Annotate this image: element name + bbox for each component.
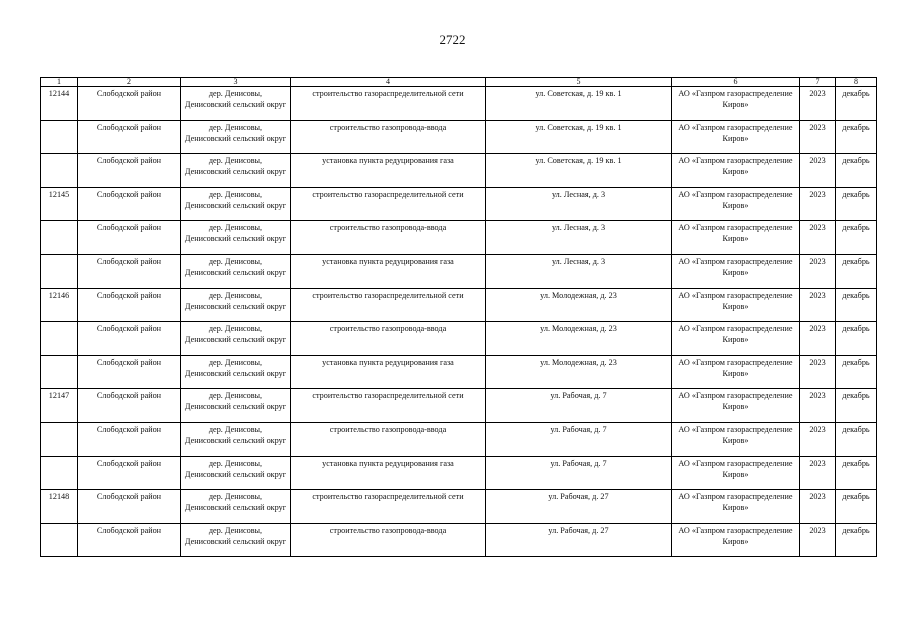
district-cell-line: Слободской район xyxy=(96,223,162,233)
settlement-cell-line: дер. Денисовы, xyxy=(208,357,263,367)
month-cell xyxy=(836,187,877,221)
month-cell-line: декабрь xyxy=(842,156,870,166)
district-cell-line: Слободской район xyxy=(96,89,162,98)
year-cell xyxy=(800,355,836,389)
month-cell xyxy=(836,288,877,322)
record-id xyxy=(41,187,78,221)
table-row xyxy=(41,187,877,221)
settlement-cell-line-2: Денисовский сельский округ xyxy=(184,368,287,378)
month-cell xyxy=(836,87,877,121)
month-cell-line: декабрь xyxy=(842,256,870,266)
organization-cell-line-2: Киров» xyxy=(722,536,749,546)
settlement-cell xyxy=(181,87,291,121)
district-cell-line: Слободской район xyxy=(96,324,162,334)
organization-cell-line: АО «Газпром газораспределение xyxy=(678,458,793,468)
settlement-cell-line: дер. Денисовы, xyxy=(208,492,263,502)
organization-cell-line-2: Киров» xyxy=(722,200,749,210)
month-cell-line: декабрь xyxy=(842,122,870,132)
district-cell xyxy=(78,422,181,456)
settlement-cell-line: дер. Денисовы, xyxy=(208,189,263,199)
district-cell xyxy=(78,221,181,255)
record-id xyxy=(41,490,78,524)
table-row xyxy=(41,355,877,389)
month-cell xyxy=(836,355,877,389)
district-cell-line: Слободской район xyxy=(96,492,162,502)
address-cell xyxy=(486,87,672,121)
district-cell-line: Слободской район xyxy=(96,290,162,300)
organization-cell-line-2: Киров» xyxy=(722,469,749,479)
table-row xyxy=(41,254,877,288)
organization-cell xyxy=(672,254,800,288)
district-cell xyxy=(78,288,181,322)
organization-cell-line: АО «Газпром газораспределение xyxy=(678,357,793,367)
work-type-cell-line: строительство газопровода-ввода xyxy=(329,223,447,233)
address-cell-line: ул. Рабочая, д. 7 xyxy=(550,391,607,401)
work-type-cell xyxy=(291,490,486,524)
organization-cell xyxy=(672,490,800,524)
organization-cell-line-2: Киров» xyxy=(722,335,749,345)
address-cell xyxy=(486,322,672,356)
address-cell-line: ул. Советская, д. 19 кв. 1 xyxy=(535,156,622,166)
page-number: 2722 xyxy=(439,32,466,47)
organization-cell-line: АО «Газпром газораспределение xyxy=(678,525,793,535)
settlement-cell-line: дер. Денисовы, xyxy=(208,525,263,535)
record-id xyxy=(41,154,78,188)
month-cell xyxy=(836,456,877,490)
work-type-cell-line: строительство газопровода-ввода xyxy=(329,424,447,434)
table-row xyxy=(41,221,877,255)
organization-cell-line-2: Киров» xyxy=(722,435,749,445)
month-cell xyxy=(836,490,877,524)
settlement-cell xyxy=(181,187,291,221)
column-number: 3 xyxy=(181,78,291,87)
district-cell-line: Слободской район xyxy=(96,391,162,401)
month-cell-line: декабрь xyxy=(842,357,870,367)
table-row xyxy=(41,322,877,356)
year-cell xyxy=(800,422,836,456)
month-cell-line: декабрь xyxy=(842,223,870,233)
month-cell xyxy=(836,154,877,188)
settlement-cell-line: дер. Денисовы, xyxy=(208,290,263,300)
record-id xyxy=(41,322,78,356)
settlement-cell-line-2: Денисовский сельский округ xyxy=(184,469,287,479)
settlement-cell-line-2: Денисовский сельский округ xyxy=(184,100,287,109)
table-row xyxy=(41,422,877,456)
organization-cell-line-2: Киров» xyxy=(722,503,749,513)
organization-cell xyxy=(672,87,800,121)
address-cell xyxy=(486,490,672,524)
year-cell-line: 2023 xyxy=(809,290,826,300)
year-cell xyxy=(800,288,836,322)
record-id xyxy=(41,422,78,456)
address-cell-line: ул. Рабочая, д. 27 xyxy=(548,492,609,502)
settlement-cell xyxy=(181,523,291,557)
work-type-cell-line: установка пункта редуцирования газа xyxy=(322,458,454,468)
address-cell xyxy=(486,456,672,490)
record-id xyxy=(41,288,78,322)
organization-cell-line: АО «Газпром газораспределение xyxy=(678,290,793,300)
settlement-cell-line-2: Денисовский сельский округ xyxy=(184,301,287,311)
work-type-cell xyxy=(291,322,486,356)
organization-cell-line: АО «Газпром газораспределение xyxy=(678,324,793,334)
organization-cell xyxy=(672,187,800,221)
address-cell xyxy=(486,389,672,423)
organization-cell xyxy=(672,322,800,356)
table-row xyxy=(41,389,877,423)
work-type-cell-line: строительство газопровода-ввода xyxy=(329,525,447,535)
table-row xyxy=(41,154,877,188)
organization-cell-line: АО «Газпром газораспределение xyxy=(678,189,793,199)
district-cell xyxy=(78,120,181,154)
organization-cell xyxy=(672,355,800,389)
organization-cell-line: АО «Газпром газораспределение xyxy=(678,122,793,132)
settlement-cell-line: дер. Денисовы, xyxy=(208,89,263,98)
work-type-cell-line: установка пункта редуцирования газа xyxy=(322,156,454,166)
organization-cell-line: АО «Газпром газораспределение xyxy=(678,156,793,166)
address-cell-line: ул. Советская, д. 19 кв. 1 xyxy=(535,89,622,98)
address-cell-line: ул. Лесная, д. 3 xyxy=(551,223,606,233)
work-type-cell xyxy=(291,254,486,288)
month-cell xyxy=(836,422,877,456)
column-number: 4 xyxy=(291,78,486,87)
district-cell xyxy=(78,490,181,524)
address-cell xyxy=(486,523,672,557)
year-cell-line: 2023 xyxy=(809,391,826,401)
district-cell xyxy=(78,355,181,389)
year-cell xyxy=(800,187,836,221)
table-row xyxy=(41,120,877,154)
year-cell-line: 2023 xyxy=(809,357,826,367)
district-cell xyxy=(78,456,181,490)
settlement-cell xyxy=(181,389,291,423)
year-cell-line: 2023 xyxy=(809,156,826,166)
district-cell xyxy=(78,389,181,423)
year-cell-line: 2023 xyxy=(809,256,826,266)
address-cell-line: ул. Рабочая, д. 7 xyxy=(550,424,607,434)
district-cell xyxy=(78,322,181,356)
settlement-cell-line-2: Денисовский сельский округ xyxy=(184,234,287,244)
work-type-cell-line: строительство газораспределительной сети xyxy=(312,89,464,98)
address-cell-line: ул. Советская, д. 19 кв. 1 xyxy=(535,122,622,132)
record-id xyxy=(41,221,78,255)
settlement-cell-line-2: Денисовский сельский округ xyxy=(184,200,287,210)
year-cell xyxy=(800,120,836,154)
month-cell xyxy=(836,389,877,423)
organization-cell xyxy=(672,389,800,423)
record-id xyxy=(41,523,78,557)
address-cell xyxy=(486,355,672,389)
month-cell-line: декабрь xyxy=(842,290,870,300)
district-cell-line: Слободской район xyxy=(96,156,162,166)
settlement-cell xyxy=(181,288,291,322)
work-type-cell-line: установка пункта редуцирования газа xyxy=(322,357,454,367)
settlement-cell-line: дер. Денисовы, xyxy=(208,458,263,468)
district-cell-line: Слободской район xyxy=(96,458,162,468)
work-type-cell-line: установка пункта редуцирования газа xyxy=(322,256,454,266)
table-row xyxy=(41,87,877,121)
district-cell xyxy=(78,187,181,221)
organization-cell-line-2: Киров» xyxy=(722,267,749,277)
district-cell xyxy=(78,154,181,188)
settlement-cell-line-2: Денисовский сельский округ xyxy=(184,503,287,513)
organization-cell-line-2: Киров» xyxy=(722,301,749,311)
address-cell-line: ул. Лесная, д. 3 xyxy=(551,256,606,266)
year-cell xyxy=(800,456,836,490)
month-cell-line: декабрь xyxy=(842,391,870,401)
settlement-cell xyxy=(181,422,291,456)
work-type-cell xyxy=(291,422,486,456)
organization-cell xyxy=(672,221,800,255)
settlement-cell-line: дер. Денисовы, xyxy=(208,122,263,132)
settlement-cell-line-2: Денисовский сельский округ xyxy=(184,536,287,546)
record-id-line: 12146 xyxy=(48,290,70,300)
settlement-cell-line-2: Денисовский сельский округ xyxy=(184,335,287,345)
column-number-row xyxy=(41,78,877,87)
address-cell-line: ул. Молодежная, д. 23 xyxy=(540,324,617,334)
month-cell-line: декабрь xyxy=(842,458,870,468)
year-cell xyxy=(800,322,836,356)
organization-cell-line: АО «Газпром газораспределение xyxy=(678,89,793,98)
month-cell-line: декабрь xyxy=(842,525,870,535)
organization-cell-line: АО «Газпром газораспределение xyxy=(678,424,793,434)
organization-cell xyxy=(672,288,800,322)
work-type-cell-line: строительство газопровода-ввода xyxy=(329,324,447,334)
settlement-cell-line-2: Денисовский сельский округ xyxy=(184,402,287,412)
year-cell xyxy=(800,221,836,255)
organization-cell-line-2: Киров» xyxy=(722,368,749,378)
organization-cell-line-2: Киров» xyxy=(722,167,749,177)
month-cell xyxy=(836,322,877,356)
column-number: 5 xyxy=(486,78,672,87)
month-cell-line: декабрь xyxy=(842,424,870,434)
work-type-cell xyxy=(291,288,486,322)
address-cell-line: ул. Рабочая, д. 27 xyxy=(548,525,609,535)
address-cell xyxy=(486,288,672,322)
address-cell xyxy=(486,254,672,288)
work-type-cell xyxy=(291,523,486,557)
organization-cell-line-2: Киров» xyxy=(722,234,749,244)
year-cell-line: 2023 xyxy=(809,324,826,334)
work-type-cell xyxy=(291,87,486,121)
organization-cell-line: АО «Газпром газораспределение xyxy=(678,492,793,502)
organization-cell xyxy=(672,456,800,490)
work-type-cell xyxy=(291,221,486,255)
month-cell-line: декабрь xyxy=(842,189,870,199)
column-number: 8 xyxy=(836,78,877,87)
record-id xyxy=(41,120,78,154)
organization-cell xyxy=(672,523,800,557)
organization-cell xyxy=(672,120,800,154)
year-cell-line: 2023 xyxy=(809,525,826,535)
year-cell xyxy=(800,523,836,557)
column-number: 7 xyxy=(800,78,836,87)
address-cell xyxy=(486,120,672,154)
year-cell-line: 2023 xyxy=(809,458,826,468)
address-cell-line: ул. Лесная, д. 3 xyxy=(551,189,606,199)
settlement-cell xyxy=(181,120,291,154)
organization-cell-line: АО «Газпром газораспределение xyxy=(678,256,793,266)
district-cell xyxy=(78,87,181,121)
district-cell xyxy=(78,254,181,288)
settlement-cell-line: дер. Денисовы, xyxy=(208,256,263,266)
table-row xyxy=(41,288,877,322)
settlement-cell-line: дер. Денисовы, xyxy=(208,156,263,166)
organization-cell xyxy=(672,154,800,188)
district-cell xyxy=(78,523,181,557)
settlement-cell xyxy=(181,355,291,389)
month-cell-line: декабрь xyxy=(842,89,870,98)
year-cell xyxy=(800,490,836,524)
work-type-cell xyxy=(291,154,486,188)
work-type-cell-line: строительство газораспределительной сети xyxy=(312,290,464,300)
address-cell xyxy=(486,154,672,188)
year-cell-line: 2023 xyxy=(809,89,826,98)
year-cell xyxy=(800,154,836,188)
year-cell-line: 2023 xyxy=(809,223,826,233)
settlement-cell-line-2: Денисовский сельский округ xyxy=(184,167,287,177)
work-type-cell xyxy=(291,389,486,423)
record-id xyxy=(41,254,78,288)
organization-cell-line: АО «Газпром газораспределение xyxy=(678,391,793,401)
work-type-cell-line: строительство газораспределительной сети xyxy=(312,189,464,199)
record-id xyxy=(41,456,78,490)
year-cell-line: 2023 xyxy=(809,189,826,199)
year-cell-line: 2023 xyxy=(809,492,826,502)
work-type-cell-line: строительство газораспределительной сети xyxy=(312,391,464,401)
table-row xyxy=(41,523,877,557)
settlement-cell-line-2: Денисовский сельский округ xyxy=(184,435,287,445)
record-id-line: 12148 xyxy=(48,492,70,502)
settlement-cell xyxy=(181,456,291,490)
column-number: 6 xyxy=(672,78,800,87)
district-cell-line: Слободской район xyxy=(96,189,162,199)
organization-cell-line: АО «Газпром газораспределение xyxy=(678,223,793,233)
year-cell xyxy=(800,254,836,288)
settlement-cell-line: дер. Денисовы, xyxy=(208,424,263,434)
settlement-cell-line: дер. Денисовы, xyxy=(208,391,263,401)
table-row xyxy=(41,490,877,524)
settlement-cell-line: дер. Денисовы, xyxy=(208,324,263,334)
settlement-cell xyxy=(181,221,291,255)
address-cell xyxy=(486,187,672,221)
column-number: 1 xyxy=(41,78,78,87)
month-cell xyxy=(836,120,877,154)
district-cell-line: Слободской район xyxy=(96,256,162,266)
district-cell-line: Слободской район xyxy=(96,424,162,434)
year-cell xyxy=(800,87,836,121)
settlement-cell xyxy=(181,254,291,288)
table-row xyxy=(41,456,877,490)
district-cell-line: Слободской район xyxy=(96,357,162,367)
work-type-cell-line: строительство газораспределительной сети xyxy=(312,492,464,502)
record-id-line: 12147 xyxy=(48,391,70,401)
year-cell-line: 2023 xyxy=(809,122,826,132)
column-number: 2 xyxy=(78,78,181,87)
work-type-cell xyxy=(291,120,486,154)
work-type-cell xyxy=(291,355,486,389)
address-cell-line: ул. Молодежная, д. 23 xyxy=(540,290,617,300)
organization-cell-line-2: Киров» xyxy=(722,100,749,109)
settlement-cell-line-2: Денисовский сельский округ xyxy=(184,133,287,143)
month-cell xyxy=(836,523,877,557)
work-type-cell xyxy=(291,456,486,490)
work-type-cell xyxy=(291,187,486,221)
district-cell-line: Слободской район xyxy=(96,525,162,535)
address-cell-line: ул. Молодежная, д. 23 xyxy=(540,357,617,367)
year-cell xyxy=(800,389,836,423)
data-table xyxy=(40,77,877,557)
settlement-cell xyxy=(181,154,291,188)
work-type-cell-line: строительство газопровода-ввода xyxy=(329,122,447,132)
year-cell-line: 2023 xyxy=(809,424,826,434)
record-id xyxy=(41,389,78,423)
organization-cell xyxy=(672,422,800,456)
district-cell-line: Слободской район xyxy=(96,122,162,132)
month-cell-line: декабрь xyxy=(842,324,870,334)
settlement-cell-line: дер. Денисовы, xyxy=(208,223,263,233)
settlement-cell xyxy=(181,322,291,356)
record-id-line: 12144 xyxy=(48,89,70,98)
month-cell xyxy=(836,221,877,255)
organization-cell-line-2: Киров» xyxy=(722,402,749,412)
settlement-cell-line-2: Денисовский сельский округ xyxy=(184,267,287,277)
record-id xyxy=(41,355,78,389)
address-cell xyxy=(486,422,672,456)
month-cell-line: декабрь xyxy=(842,492,870,502)
organization-cell-line-2: Киров» xyxy=(722,133,749,143)
record-id xyxy=(41,87,78,121)
settlement-cell xyxy=(181,490,291,524)
month-cell xyxy=(836,254,877,288)
address-cell-line: ул. Рабочая, д. 7 xyxy=(550,458,607,468)
address-cell xyxy=(486,221,672,255)
record-id-line: 12145 xyxy=(48,189,70,199)
